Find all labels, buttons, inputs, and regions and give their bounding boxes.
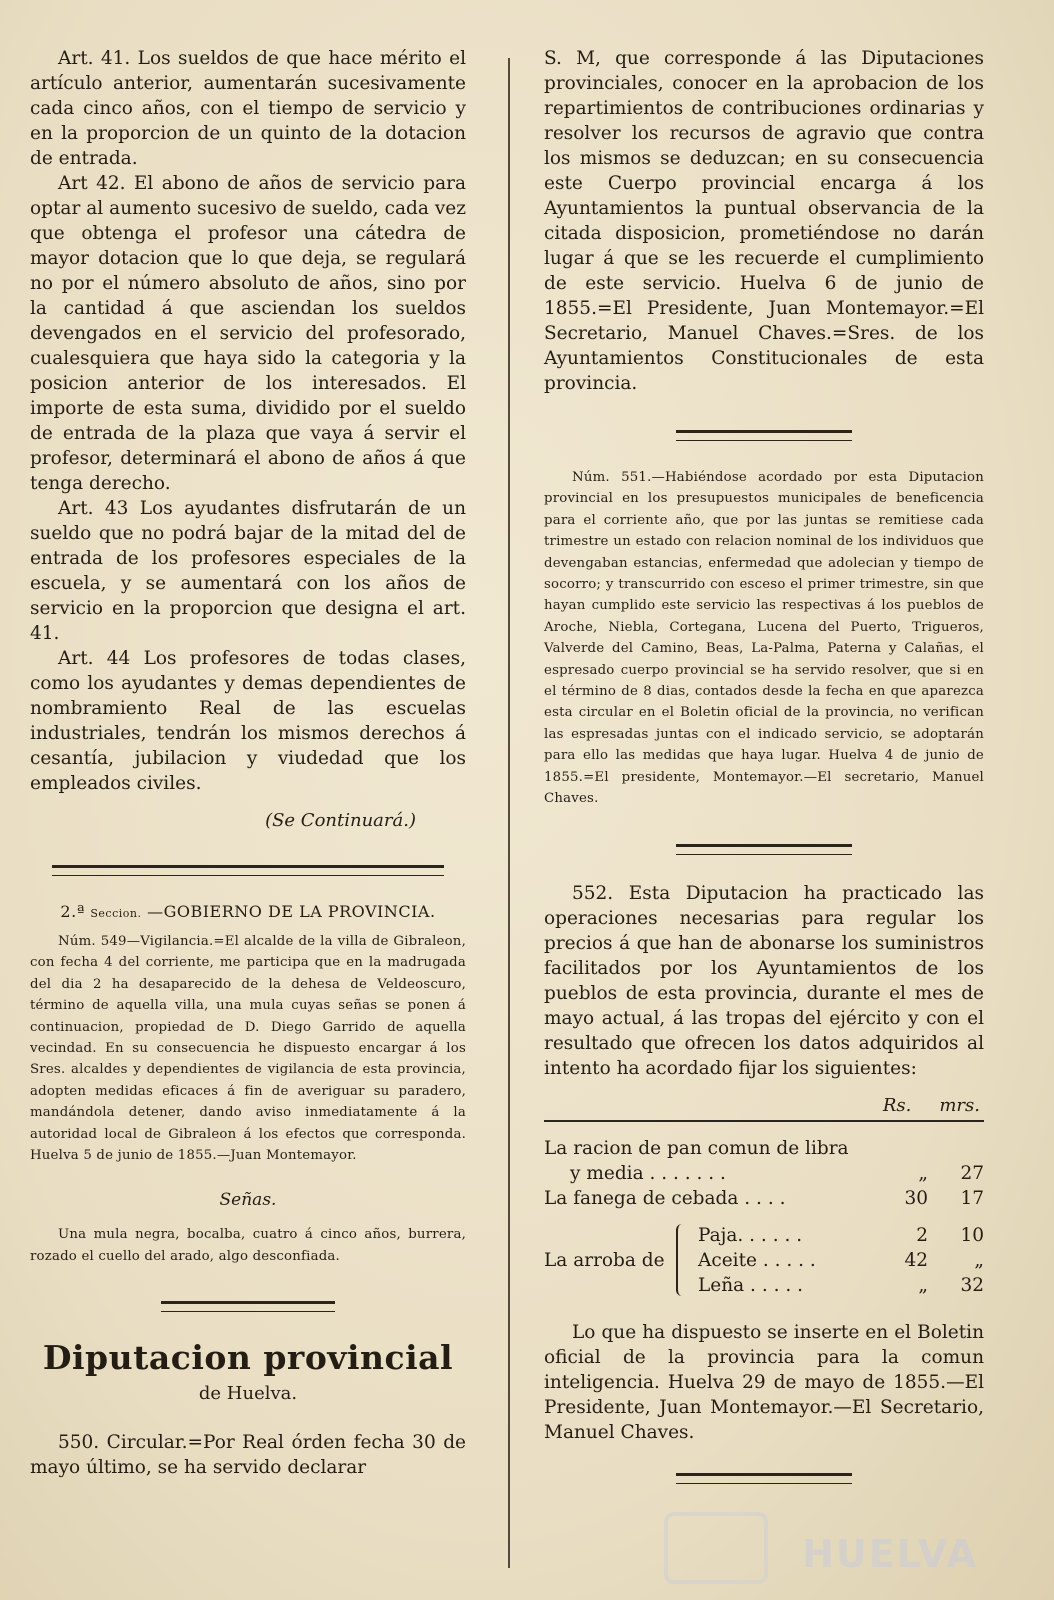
section-heading: [30, 902, 466, 921]
arroba-item-mrs: 32: [960, 1274, 984, 1296]
left-column: [30, 46, 466, 1480]
notice-551: Núm. 551.—Habiéndose acordado por esta Diputacion provincial en los presupuestos municipales de beneficencia para el corriente año, que por las juntas se remitiese cada trimestre un estado con relacion nominal de los individuos que devengaban estancias, enfermedad que adolecian y tiempo de socorro; y transcurrido con esceso el primer trimestre, sin que hayan cumplido este servicio las respectivas á los pueblos de Aroche, Niebla, Cortegana, Lucena del Puerto, Trigueros, Valverde del Camino, Beas, La-Palma, Paterna y Calañas, el espresado cuerpo provincial se ha servido resolver, que si en el término de 8 dias, contados desde la fecha en que aparezca esta circular en el Boletin oficial de la provincia, no verifican las espresadas juntas con el indicado servicio, se adoptarán para ello las medidas que haya lugar. Huelva 4 de junio de 1855.=El presidente, Montemayor.—El secretario, Manuel Chaves.: [544, 470, 984, 807]
price-rs: 30: [904, 1187, 928, 1209]
price-rs: „: [918, 1162, 928, 1184]
ornamental-rule: [161, 1301, 335, 1312]
column-divider: [508, 58, 510, 1568]
arroba-row: [698, 1223, 984, 1248]
arroba-item-label: Aceite . . . . .: [698, 1249, 816, 1271]
price-row: [544, 1136, 984, 1161]
arroba-item-rs: 2: [916, 1224, 928, 1246]
notice-549: Núm. 549—Vigilancia.=El alcalde de la villa de Gibraleon, con fecha 4 del corriente, me participa que en la madrugada del dia 2 ha desaparecido de la dehesa de Veldeoscuro, término de aquella villa, una mula cuyas señas se ponen á continuacion, propiedad de D. Diego Garrido de aquella vecindad. En su consecuencia he dispuesto encargar á los Sres. alcaldes y dependientes de vigilancia de esta provincia, adopten medidas eficaces á fin de averiguar su paradero, mandándola detener, dando aviso inmediatamente á la autoridad local de Gibraleon á los efectos que corresponda. Huelva 5 de junio de 1855.—Juan Montemayor.: [30, 934, 466, 1164]
arroba-item-label: Paja. . . . . .: [698, 1224, 803, 1246]
arroba-item-mrs: „: [974, 1249, 984, 1271]
price-label: La fanega de cebada . . . .: [544, 1187, 786, 1209]
notice-550-start: 550. Circular.=Por Real órden fecha 30 de mayo último, se ha servido declarar: [30, 1432, 466, 1479]
continued-note: (Se Continuará.): [265, 810, 416, 831]
ornamental-rule: [52, 865, 444, 876]
article-42: Art 42. El abono de años de servicio para optar al aumento sucesivo de sueldo, cada vez que obtenga el profesor una cátedra de mayor dotacion que lo que deja, se regulará no por el número absoluto de años, sino por la cantidad á que asciendan los sueldos devengados en el servicio del profesorado, cualesquiera que haya sido la categoria y la posicion anterior de los interesados. El importe de esta suma, dividido por el sueldo de entrada de la plaza que vaya á servir el profesor, determinará el abono de años á que tenga derecho.: [30, 173, 466, 494]
archive-watermark-text: HUELVA: [802, 1532, 978, 1576]
section-title: —GOBIERNO DE LA PROVINCIA.: [147, 902, 436, 921]
arroba-item-rs: 42: [904, 1249, 928, 1271]
notice-552: 552. Esta Diputacion ha practicado las operaciones necesarias para regular los precios á que han de abonarse los suministros facilitados por los Ayuntamientos de los pueblos de esta provincia, durante el mes de mayo actual, á las tropas del ejército y con el resultado que ofrecen los datos adquiridos al intento ha acordado fijar los siguientes:: [544, 882, 984, 1079]
article-43: Art. 43 Los ayudantes disfrutarán de un sueldo que no podrá bajar de la mitad del de entrada de los profesores especiales de la escuela, y se aumentará con los años de servicio en la proporcion que designa el art. 41.: [30, 498, 466, 644]
arroba-item-rs: „: [918, 1274, 928, 1296]
price-rs: [884, 1136, 928, 1161]
price-row: [544, 1161, 984, 1186]
price-label: y media . . . . . . .: [570, 1162, 726, 1184]
ornamental-rule: [676, 430, 852, 441]
arroba-items: [698, 1223, 984, 1298]
ornamental-rule: [676, 844, 852, 855]
units-reales: Rs.: [882, 1094, 912, 1116]
price-mrs: 27: [960, 1162, 984, 1184]
diputacion-subtitle: de Huelva.: [198, 1383, 298, 1405]
section-label: Seccion.: [90, 907, 142, 920]
price-mrs: [928, 1136, 984, 1161]
units-maravedis: mrs.: [939, 1094, 980, 1116]
price-units-header: [544, 1095, 980, 1116]
price-row: [544, 1186, 984, 1211]
right-column: [544, 46, 984, 1510]
arroba-label: La arroba de: [544, 1249, 665, 1271]
notice-550-continued: S. M, que corresponde á las Diputaciones provinciales, conocer en la aprobacion de los repartimientos de contribuciones ordinarias y resolver los recursos de agravio que contra los mismos se deduzcan; en su consecuencia este Cuerpo provincial encarga á los Ayuntamientos la puntual observancia de la citada disposicion, prometiéndose no darán lugar á que se les recuerde el cumplimiento de este servicio. Huelva 6 de junio de 1855.=El Presidente, Juan Montemayor.=El Secretario, Manuel Chaves.=Sres. de los Ayuntamientos Constitucionales de esta provincia.: [544, 48, 984, 394]
ornamental-rule: [676, 1473, 852, 1484]
senas-heading: Señas.: [219, 1190, 277, 1211]
arroba-item-label: Leña . . . . .: [698, 1274, 803, 1296]
archive-watermark-icon: [664, 1512, 768, 1584]
arroba-row: [698, 1273, 984, 1298]
article-41: Art. 41. Los sueldos de que hace mérito el artículo anterior, aumentarán sucesivamente cada cinco años, con el tiempo de servicio y en la proporcion de un quinto de la dotacion de entrada.: [30, 48, 466, 169]
price-mrs: 17: [960, 1187, 984, 1209]
senas-text: Una mula negra, bocalba, cuatro á cinco años, burrera, rozado el cuello del arado, algo desconfiada.: [30, 1227, 466, 1264]
arroba-row: [698, 1248, 984, 1273]
units-rule: [544, 1120, 984, 1126]
closing-notice: Lo que ha dispuesto se inserte en el Boletin oficial de la provincia para la comun inteligencia. Huelva 29 de mayo de 1855.—El Presidente, Juan Montemayor.—El Secretario, Manuel Chaves.: [544, 1321, 984, 1443]
price-label: La racion de pan comun de libra: [544, 1137, 849, 1159]
section-number: 2.ª: [60, 902, 85, 921]
brace-icon: [676, 1224, 688, 1296]
arroba-group: [544, 1223, 984, 1298]
article-44: Art. 44 Los profesores de todas clases, como los ayudantes y demas dependientes de nombramiento Real de las escuelas industriales, tendrán los mismos derechos á cesantía, jubilacion y viudedad que los empleados civiles.: [30, 648, 466, 794]
arroba-item-mrs: 10: [960, 1224, 984, 1246]
diputacion-title: Diputacion provincial: [42, 1338, 454, 1378]
